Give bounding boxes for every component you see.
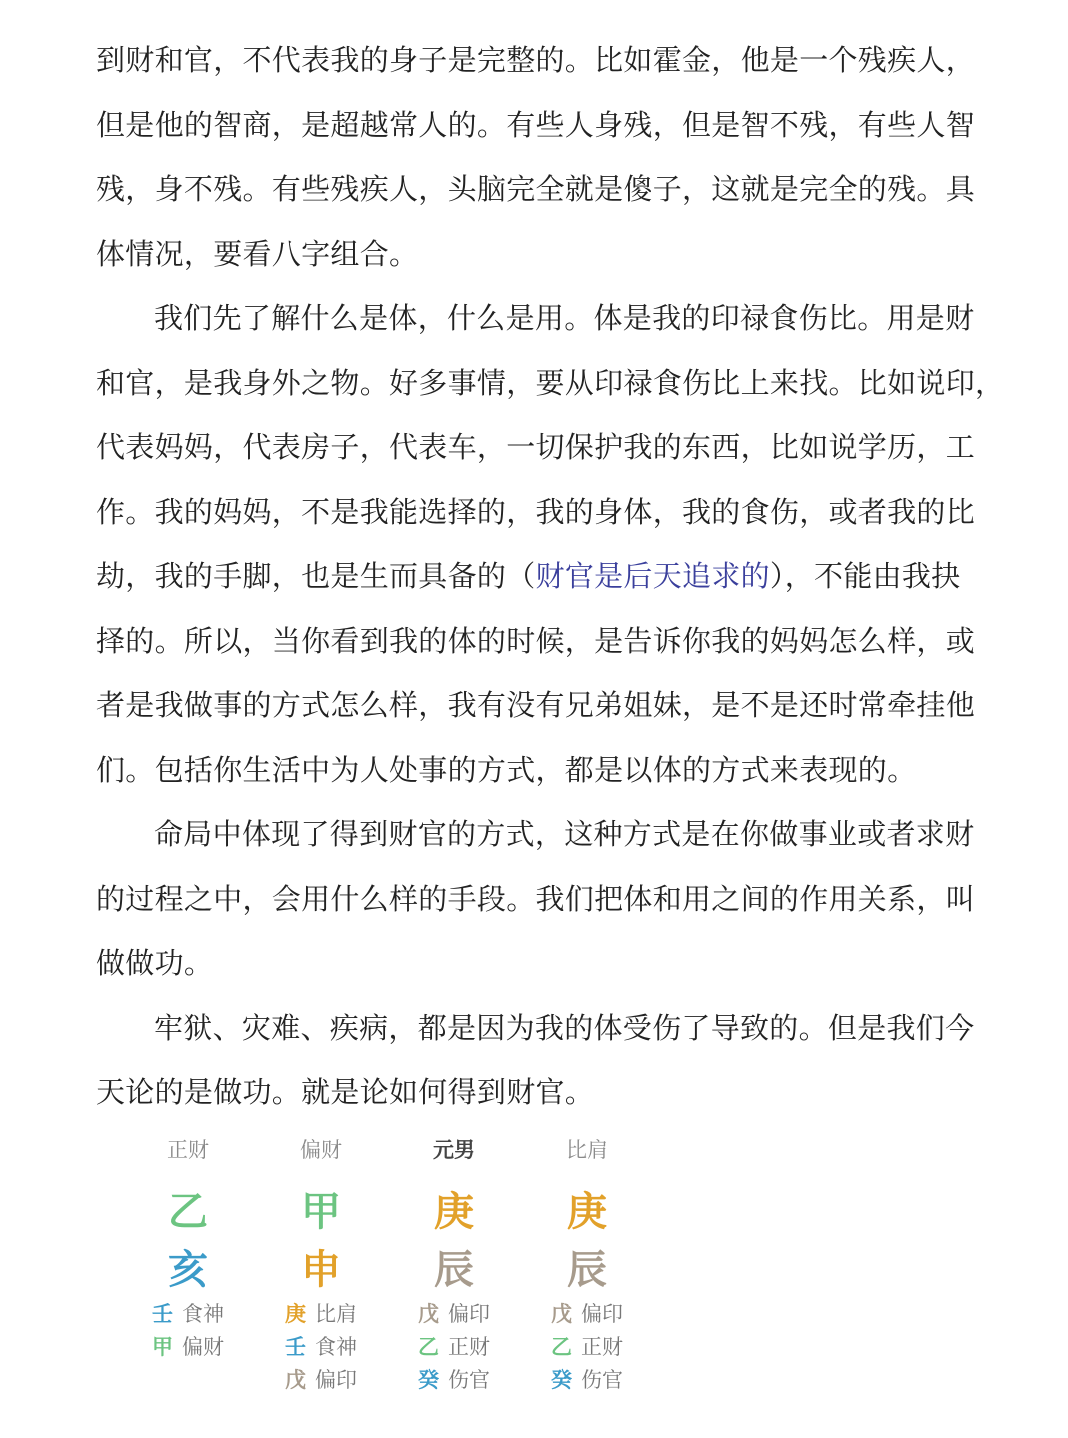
text-line-mixed	[96, 544, 966, 609]
hidden-stem-char: 甲	[152, 1335, 173, 1359]
hidden-stem-row	[285, 1364, 395, 1397]
ten-god-label: 偏印	[448, 1302, 490, 1326]
hidden-stem-row	[418, 1331, 528, 1364]
text-line: 天论的是做功。就是论如何得到财官。	[96, 1075, 595, 1109]
earthly-branch: 申	[301, 1247, 341, 1293]
hidden-stem-row	[285, 1298, 395, 1331]
text-line: 们。包括你生活中为人处事的方式，都是以体的方式来表现的。	[96, 752, 917, 787]
ten-god-label: 正财	[448, 1335, 490, 1359]
highlight-text: 财官是后天追求的	[535, 559, 770, 593]
text-line: 但是他的智商，是超越常人的。有些人身残，但是智不残，有些人智	[96, 107, 976, 142]
hidden-stem-row	[551, 1331, 661, 1364]
ten-god-label: 正财	[581, 1335, 623, 1359]
ten-god-label: 偏印	[315, 1368, 357, 1392]
text-segment: ），不能由我抉	[769, 559, 961, 593]
heavenly-stem: 庚	[567, 1189, 607, 1235]
hidden-stem-row	[285, 1331, 395, 1364]
bazi-chart	[122, 1130, 662, 1420]
hidden-stem-char: 癸	[551, 1368, 572, 1392]
paragraph-3	[96, 802, 976, 996]
pillar-role-label: 偏财	[300, 1138, 342, 1162]
paragraph-4	[96, 996, 975, 1125]
ten-god-label: 偏印	[581, 1302, 623, 1326]
hidden-stem-char: 壬	[285, 1335, 306, 1359]
earthly-branch: 辰	[567, 1247, 607, 1293]
hidden-stem-char: 庚	[285, 1302, 306, 1326]
text-line: 做做功。	[96, 946, 214, 980]
hidden-stem-row	[418, 1364, 528, 1397]
text-line: 代表妈妈，代表房子，代表车，一切保护我的东西，比如说学历，工	[96, 430, 976, 464]
earthly-branch: 辰	[434, 1247, 474, 1293]
hidden-stem-row	[152, 1331, 262, 1364]
text-line: 择的。所以，当你看到我的体的时候，是告诉你我的妈妈怎么样，或	[96, 623, 976, 658]
hidden-stems-list	[285, 1298, 395, 1397]
paragraph-2	[96, 286, 1005, 802]
hidden-stems-list	[418, 1298, 528, 1397]
heavenly-stem: 乙	[168, 1189, 208, 1235]
text-line: 和官，是我身外之物。好多事情，要从印禄食伤比上来找。比如说印，	[96, 365, 1005, 400]
ten-god-label: 比肩	[315, 1302, 357, 1326]
hidden-stems-list	[551, 1298, 661, 1397]
hidden-stem-row	[418, 1298, 528, 1331]
text-line: 者是我做事的方式怎么样，我有没有兄弟姐妹，是不是还时常牵挂他	[96, 688, 976, 722]
ten-god-label: 食神	[315, 1335, 357, 1359]
article-body	[96, 28, 1005, 1125]
hidden-stem-char: 戊	[285, 1368, 306, 1392]
hidden-stem-char: 乙	[551, 1335, 572, 1359]
text-line: 我们先了解什么是体，什么是用。体是我的印禄食伤比。用是财	[154, 301, 975, 335]
hidden-stem-row	[152, 1298, 262, 1331]
text-line: 命局中体现了得到财官的方式，这种方式是在你做事业或者求财	[154, 817, 975, 851]
text-line: 体情况，要看八字组合。	[96, 236, 419, 271]
heavenly-stem: 庚	[434, 1189, 474, 1235]
pillar-role-label: 比肩	[566, 1138, 608, 1162]
ten-god-label: 食神	[182, 1302, 224, 1326]
hidden-stem-row	[551, 1364, 661, 1397]
text-line: 残，身不残。有些残疾人，头脑完全就是傻子，这就是完全的残。具	[96, 172, 976, 206]
hidden-stems-list	[152, 1298, 262, 1364]
hidden-stem-char: 戊	[418, 1302, 439, 1326]
heavenly-stem: 甲	[301, 1189, 341, 1235]
hidden-stem-char: 乙	[418, 1335, 439, 1359]
text-line: 作。我的妈妈，不是我能选择的，我的身体，我的食伤，或者我的比	[96, 494, 976, 529]
ten-god-label: 偏财	[182, 1335, 224, 1359]
hidden-stem-char: 壬	[152, 1302, 173, 1326]
pillar-role-label: 正财	[167, 1138, 209, 1162]
text-segment: 劫，我的手脚，也是生而具备的（	[96, 559, 536, 593]
earthly-branch: 亥	[168, 1247, 208, 1293]
paragraph-1	[96, 28, 976, 286]
text-line: 到财和官，不代表我的身子是完整的。比如霍金，他是一个残疾人，	[96, 43, 976, 77]
text-line: 的过程之中，会用什么样的手段。我们把体和用之间的作用关系，叫	[96, 881, 976, 916]
hidden-stem-char: 戊	[551, 1302, 572, 1326]
ten-god-label: 伤官	[581, 1368, 623, 1392]
hidden-stem-char: 癸	[418, 1368, 439, 1392]
ten-god-label: 伤官	[448, 1368, 490, 1392]
text-line: 牢狱、灾难、疾病，都是因为我的体受伤了导致的。但是我们今	[154, 1010, 975, 1045]
pillar-role-label: 元男	[433, 1138, 475, 1162]
hidden-stem-row	[551, 1298, 661, 1331]
